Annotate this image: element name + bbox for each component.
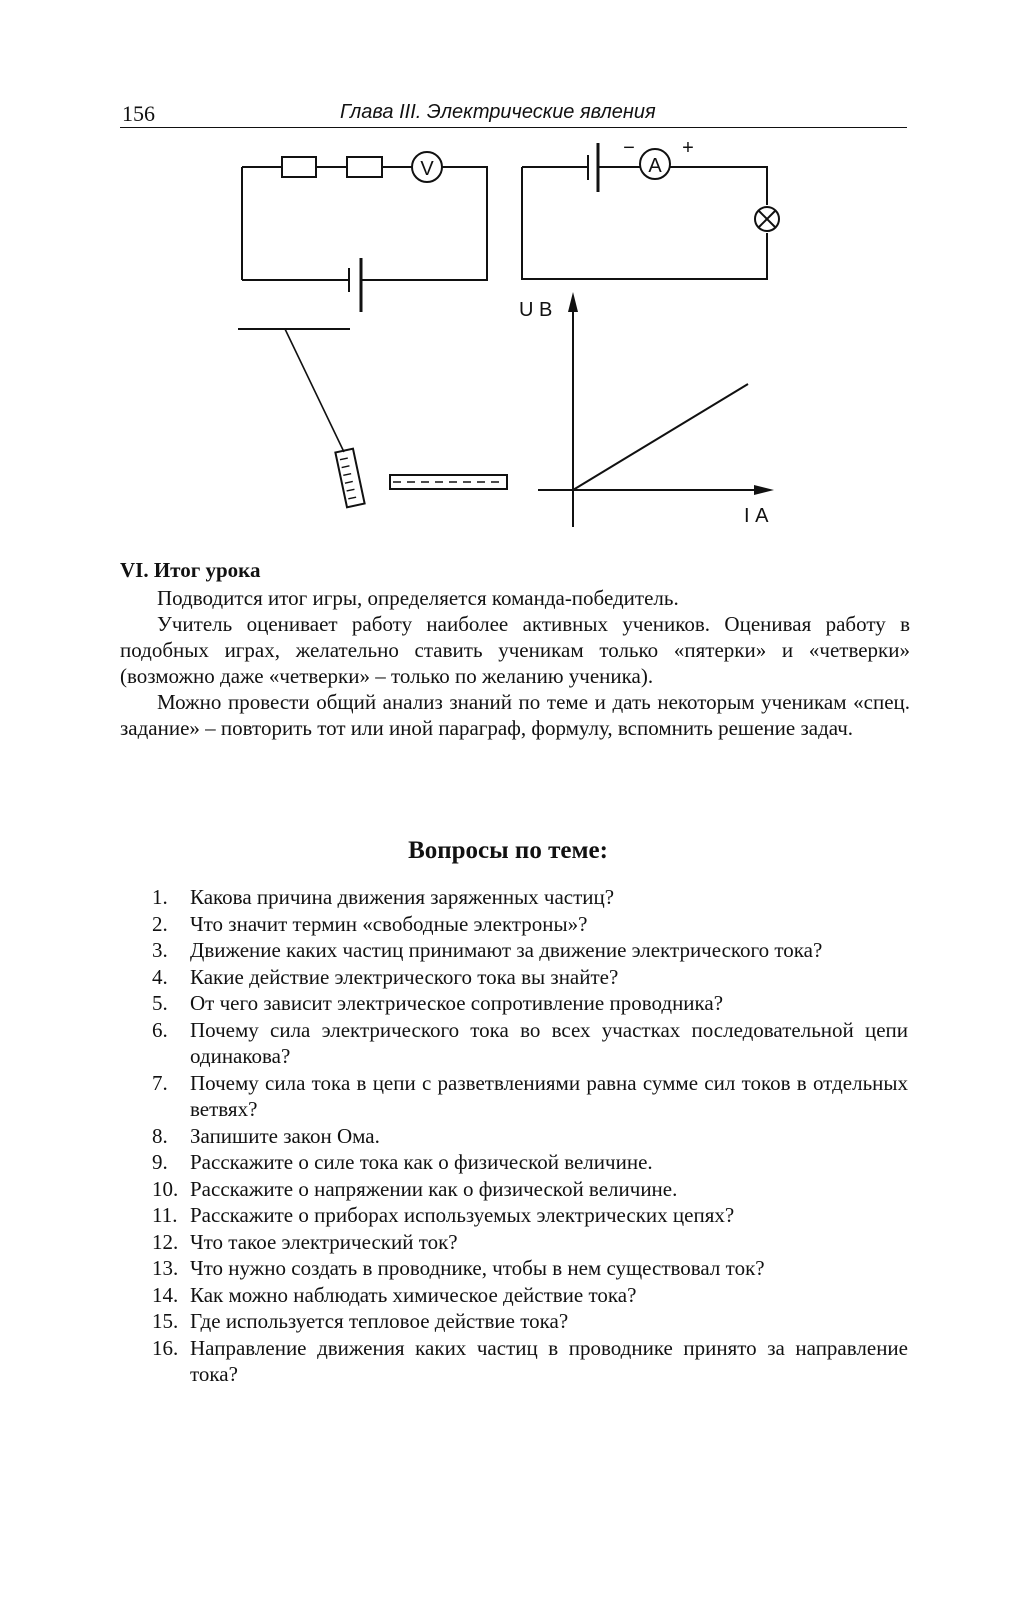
paragraph: Учитель оценивает работу наиболее активных учеников. Оценивая работу в подобных играх, желательно ставить ученикам только «пятерки» и «четверки» (возможно даже «четверки» – только по желанию ученика). [120, 612, 910, 688]
ammeter-minus-sign: − [623, 137, 635, 159]
questions-list [152, 884, 908, 1388]
figures [0, 0, 1016, 560]
question-number: 4. [152, 964, 168, 989]
question-number: 14. [152, 1282, 179, 1307]
question-item [152, 1176, 908, 1203]
resistor-1 [282, 157, 316, 177]
question-text: Почему сила тока в цепи с разветвлениями равна сумме сил токов в отдельных ветвях? [190, 1070, 908, 1121]
question-text: От чего зависит электрическое сопротивление проводника? [190, 991, 724, 1015]
lesson-summary-section [120, 557, 910, 741]
question-number: 3. [152, 938, 168, 962]
question-item [152, 1255, 908, 1282]
question-text: Запишите закон Ома. [190, 1123, 380, 1148]
question-number: 16. [152, 1335, 179, 1360]
question-number: 10. [152, 1176, 179, 1201]
question-text: Движение каких частиц принимают за движение электрического тока? [190, 938, 823, 962]
graph-y-arrow [568, 292, 578, 312]
question-item [152, 1202, 908, 1229]
ui-graph [538, 292, 774, 527]
paragraph: Подводится итог игры, определяется команда-победитель. [157, 586, 679, 610]
question-text: Какова причина движения заряженных частиц? [190, 885, 615, 909]
question-number: 12. [152, 1229, 179, 1254]
question-number: 2. [152, 911, 168, 936]
question-number: 7. [152, 1070, 168, 1095]
ammeter-plus-sign: + [682, 137, 694, 159]
question-item [152, 1149, 908, 1176]
question-text: Что значит термин «свободные электроны»? [190, 911, 588, 936]
section-title: VI. Итог урока [120, 558, 261, 582]
graph-y-label: U В [519, 299, 553, 321]
question-text: Где используется тепловое действие тока? [190, 1309, 569, 1333]
question-text: Направление движения каких частиц в проводнике принято за направление тока? [190, 1335, 908, 1386]
question-text: Расскажите о приборах используемых электрических цепях? [190, 1203, 735, 1227]
question-number: 1. [152, 885, 168, 909]
questions-heading: Вопросы по теме: [408, 837, 608, 864]
graph-x-arrow [754, 485, 774, 495]
question-item [152, 964, 908, 991]
question-text: Почему сила электрического тока во всех участках последовательной цепи одинакова? [190, 1017, 908, 1068]
question-item [152, 884, 908, 911]
ammeter-label: A [648, 155, 662, 177]
question-item [152, 1335, 908, 1388]
question-text: Что такое электрический ток? [190, 1229, 458, 1254]
question-number: 6. [152, 1017, 168, 1042]
question-text: Как можно наблюдать химическое действие тока? [190, 1282, 637, 1307]
question-item [152, 990, 908, 1017]
resistor-2 [347, 157, 382, 177]
voltmeter-label: V [420, 158, 434, 180]
question-item [152, 937, 908, 964]
probe-scale [335, 449, 364, 508]
graph-x-label: I А [744, 505, 769, 527]
dashed-rod [390, 475, 507, 489]
probe-thread [285, 329, 344, 452]
question-text: Что нужно создать в проводнике, чтобы в нем существовал ток? [190, 1256, 765, 1280]
circuit-voltmeter [242, 152, 487, 312]
question-item [152, 1229, 908, 1256]
paragraph: Можно провести общий анализ знаний по теме и дать некоторым ученикам «спец. задание» – повторить тот или иной параграф, формулу, вспомнить решение задач. [120, 690, 910, 740]
question-item [152, 911, 908, 938]
question-item [152, 1017, 908, 1070]
question-number: 11. [152, 1203, 178, 1227]
question-text: Расскажите о силе тока как о физической величине. [190, 1150, 653, 1174]
question-item [152, 1123, 908, 1150]
question-item [152, 1308, 908, 1335]
question-number: 15. [152, 1309, 179, 1333]
question-number: 5. [152, 991, 168, 1015]
question-number: 9. [152, 1150, 168, 1174]
graph-line [573, 384, 748, 490]
question-item [152, 1282, 908, 1309]
question-text: Расскажите о напряжении как о физической величине. [190, 1176, 678, 1201]
question-text: Какие действие электрического тока вы знайте? [190, 964, 619, 989]
suspended-probe [238, 329, 365, 507]
running-head: Глава III. Электрические явления [340, 101, 656, 123]
question-item [152, 1070, 908, 1123]
page-number: 156 [122, 101, 155, 126]
question-number: 8. [152, 1123, 168, 1148]
lamp-icon [755, 207, 779, 231]
question-number: 13. [152, 1256, 179, 1280]
